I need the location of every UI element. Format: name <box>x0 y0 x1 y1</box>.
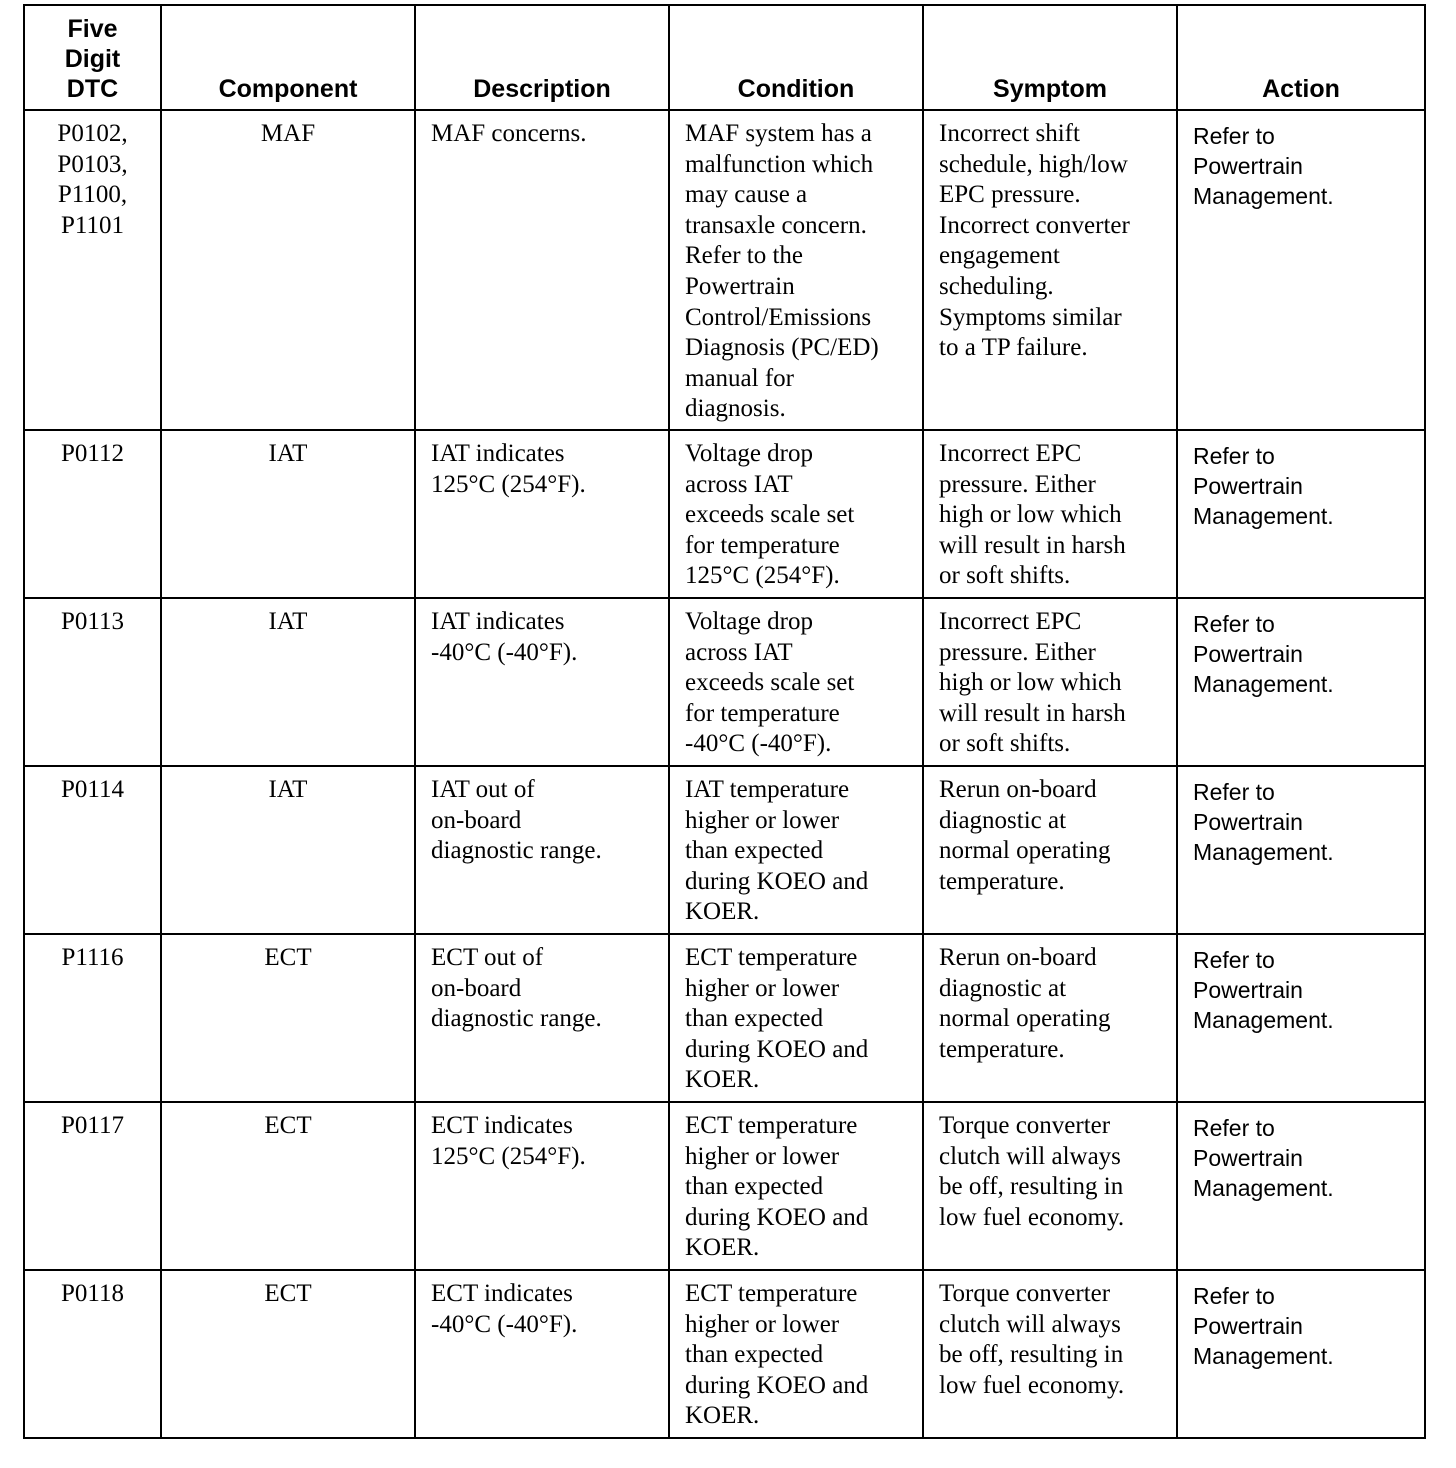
component-cell: ECT <box>161 1102 415 1270</box>
table-row <box>24 110 1425 430</box>
table-row <box>24 598 1425 766</box>
action-cell: Refer to Powertrain Management. <box>1177 1102 1425 1270</box>
component-cell: IAT <box>161 766 415 934</box>
dtc-cell: P1116 <box>24 934 161 1102</box>
description-cell: IAT indicates 125°C (254°F). <box>415 430 669 598</box>
description-cell: ECT out of on-board diagnostic range. <box>415 934 669 1102</box>
description-cell: MAF concerns. <box>415 110 669 430</box>
dtc-cell: P0117 <box>24 1102 161 1270</box>
action-cell: Refer to Powertrain Management. <box>1177 110 1425 430</box>
action-cell: Refer to Powertrain Management. <box>1177 934 1425 1102</box>
component-cell: MAF <box>161 110 415 430</box>
description-cell: IAT indicates -40°C (-40°F). <box>415 598 669 766</box>
header-symptom: Symptom <box>923 5 1177 110</box>
dtc-cell: P0114 <box>24 766 161 934</box>
table-row <box>24 766 1425 934</box>
symptom-cell: Incorrect EPC pressure. Either high or low which will result in harsh or soft shifts. <box>923 598 1177 766</box>
dtc-cell: P0118 <box>24 1270 161 1438</box>
description-cell: IAT out of on-board diagnostic range. <box>415 766 669 934</box>
component-cell: IAT <box>161 430 415 598</box>
action-cell: Refer to Powertrain Management. <box>1177 1270 1425 1438</box>
symptom-cell: Rerun on-board diagnostic at normal operating temperature. <box>923 766 1177 934</box>
table-row <box>24 430 1425 598</box>
condition-cell: ECT temperature higher or lower than expected during KOEO and KOER. <box>669 1102 923 1270</box>
dtc-cell: P0102, P0103, P1100, P1101 <box>24 110 161 430</box>
action-cell: Refer to Powertrain Management. <box>1177 430 1425 598</box>
dtc-table <box>23 4 1426 1439</box>
header-action: Action <box>1177 5 1425 110</box>
component-cell: IAT <box>161 598 415 766</box>
table-row <box>24 1102 1425 1270</box>
condition-cell: Voltage drop across IAT exceeds scale set for temperature -40°C (-40°F). <box>669 598 923 766</box>
component-cell: ECT <box>161 934 415 1102</box>
action-cell: Refer to Powertrain Management. <box>1177 766 1425 934</box>
component-cell: ECT <box>161 1270 415 1438</box>
symptom-cell: Incorrect EPC pressure. Either high or low which will result in harsh or soft shifts. <box>923 430 1177 598</box>
header-row <box>24 5 1425 110</box>
description-cell: ECT indicates 125°C (254°F). <box>415 1102 669 1270</box>
condition-cell: ECT temperature higher or lower than expected during KOEO and KOER. <box>669 1270 923 1438</box>
table-row <box>24 934 1425 1102</box>
table-row <box>24 1270 1425 1438</box>
dtc-cell: P0113 <box>24 598 161 766</box>
condition-cell: MAF system has a malfunction which may cause a transaxle concern. Refer to the Powertrain Control/Emissions Diagnosis (PC/ED) manual for diagnosis. <box>669 110 923 430</box>
symptom-cell: Torque converter clutch will always be off, resulting in low fuel economy. <box>923 1270 1177 1438</box>
description-cell: ECT indicates -40°C (-40°F). <box>415 1270 669 1438</box>
condition-cell: Voltage drop across IAT exceeds scale set for temperature 125°C (254°F). <box>669 430 923 598</box>
symptom-cell: Torque converter clutch will always be off, resulting in low fuel economy. <box>923 1102 1177 1270</box>
header-component: Component <box>161 5 415 110</box>
header-condition: Condition <box>669 5 923 110</box>
header-five-digit-dtc: Five Digit DTC <box>24 5 161 110</box>
symptom-cell: Incorrect shift schedule, high/low EPC pressure. Incorrect converter engagement scheduling. Symptoms similar to a TP failure. <box>923 110 1177 430</box>
condition-cell: ECT temperature higher or lower than expected during KOEO and KOER. <box>669 934 923 1102</box>
condition-cell: IAT temperature higher or lower than expected during KOEO and KOER. <box>669 766 923 934</box>
dtc-cell: P0112 <box>24 430 161 598</box>
symptom-cell: Rerun on-board diagnostic at normal operating temperature. <box>923 934 1177 1102</box>
action-cell: Refer to Powertrain Management. <box>1177 598 1425 766</box>
header-description: Description <box>415 5 669 110</box>
